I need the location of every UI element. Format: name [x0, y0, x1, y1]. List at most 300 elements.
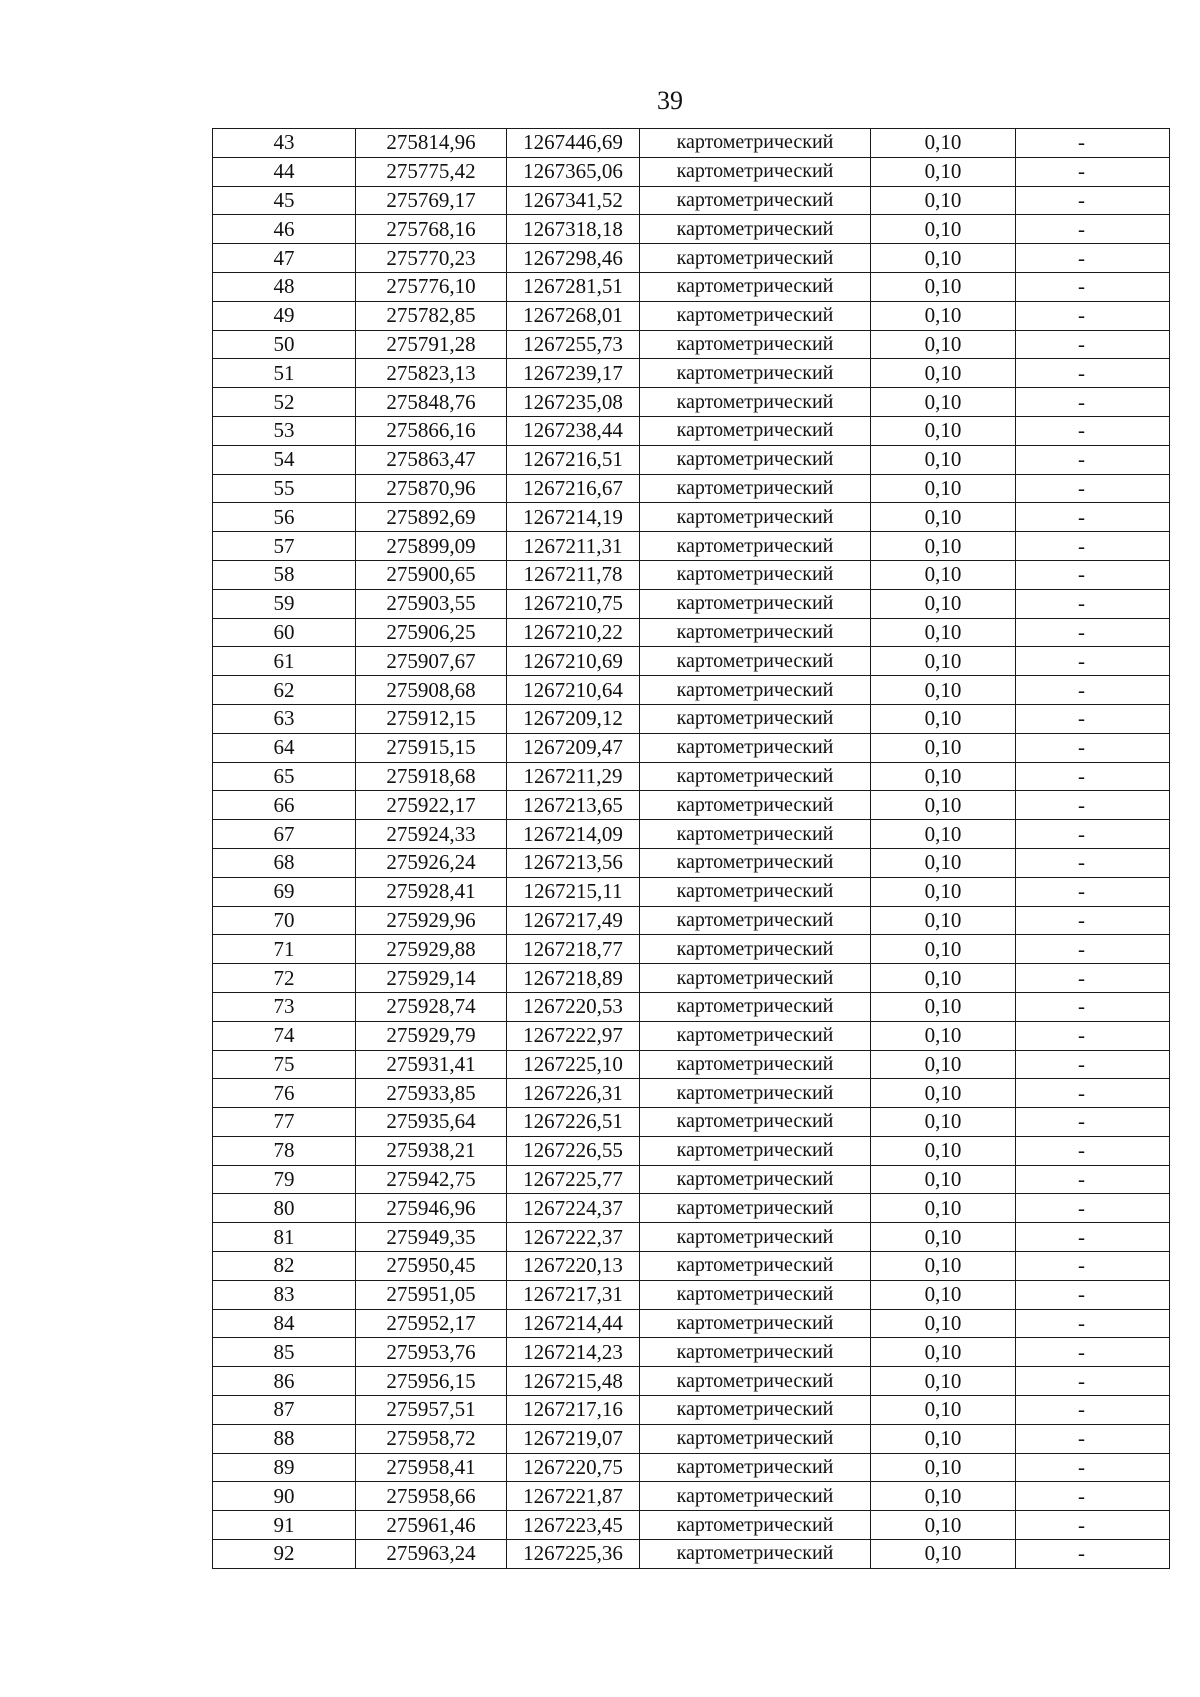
delta-cell: - — [1016, 186, 1170, 215]
point-number-cell: 88 — [213, 1424, 356, 1453]
table-row — [213, 791, 1170, 820]
delta-cell: - — [1016, 129, 1170, 158]
delta-cell: - — [1016, 647, 1170, 676]
method-cell: картометрический — [640, 906, 871, 935]
accuracy-cell: 0,10 — [871, 1338, 1016, 1367]
method-cell: картометрический — [640, 704, 871, 733]
accuracy-cell: 0,10 — [871, 157, 1016, 186]
table-row — [213, 964, 1170, 993]
accuracy-cell: 0,10 — [871, 1136, 1016, 1165]
x-coordinate-cell: 275958,41 — [356, 1453, 507, 1482]
method-cell: картометрический — [640, 1309, 871, 1338]
delta-cell: - — [1016, 935, 1170, 964]
y-coordinate-cell: 1267211,29 — [507, 762, 640, 791]
delta-cell: - — [1016, 1309, 1170, 1338]
x-coordinate-cell: 275952,17 — [356, 1309, 507, 1338]
method-cell: картометрический — [640, 820, 871, 849]
accuracy-cell: 0,10 — [871, 992, 1016, 1021]
x-coordinate-cell: 275912,15 — [356, 704, 507, 733]
point-number-cell: 46 — [213, 215, 356, 244]
method-cell: картометрический — [640, 532, 871, 561]
y-coordinate-cell: 1267235,08 — [507, 388, 640, 417]
method-cell: картометрический — [640, 1108, 871, 1137]
table-row — [213, 1108, 1170, 1137]
point-number-cell: 68 — [213, 848, 356, 877]
method-cell: картометрический — [640, 445, 871, 474]
table-row — [213, 1079, 1170, 1108]
page-number: 39 — [657, 86, 683, 115]
table-row — [213, 1338, 1170, 1367]
y-coordinate-cell: 1267214,09 — [507, 820, 640, 849]
method-cell: картометрический — [640, 388, 871, 417]
point-number-cell: 48 — [213, 272, 356, 301]
x-coordinate-cell: 275903,55 — [356, 589, 507, 618]
method-cell: картометрический — [640, 647, 871, 676]
table-row — [213, 589, 1170, 618]
delta-cell: - — [1016, 1280, 1170, 1309]
x-coordinate-cell: 275791,28 — [356, 330, 507, 359]
y-coordinate-cell: 1267213,56 — [507, 848, 640, 877]
y-coordinate-cell: 1267255,73 — [507, 330, 640, 359]
accuracy-cell: 0,10 — [871, 1223, 1016, 1252]
method-cell: картометрический — [640, 560, 871, 589]
y-coordinate-cell: 1267216,51 — [507, 445, 640, 474]
method-cell: картометрический — [640, 848, 871, 877]
accuracy-cell: 0,10 — [871, 964, 1016, 993]
point-number-cell: 86 — [213, 1367, 356, 1396]
method-cell: картометрический — [640, 1021, 871, 1050]
accuracy-cell: 0,10 — [871, 1194, 1016, 1223]
y-coordinate-cell: 1267209,12 — [507, 704, 640, 733]
point-number-cell: 83 — [213, 1280, 356, 1309]
point-number-cell: 45 — [213, 186, 356, 215]
table-row — [213, 906, 1170, 935]
delta-cell: - — [1016, 618, 1170, 647]
x-coordinate-cell: 275953,76 — [356, 1338, 507, 1367]
accuracy-cell: 0,10 — [871, 1079, 1016, 1108]
y-coordinate-cell: 1267215,11 — [507, 877, 640, 906]
y-coordinate-cell: 1267298,46 — [507, 244, 640, 273]
accuracy-cell: 0,10 — [871, 503, 1016, 532]
method-cell: картометрический — [640, 157, 871, 186]
table-row — [213, 992, 1170, 1021]
table-row — [213, 820, 1170, 849]
delta-cell: - — [1016, 1338, 1170, 1367]
table-row — [213, 359, 1170, 388]
y-coordinate-cell: 1267224,37 — [507, 1194, 640, 1223]
table-row — [213, 1050, 1170, 1079]
y-coordinate-cell: 1267225,77 — [507, 1165, 640, 1194]
table-row — [213, 445, 1170, 474]
x-coordinate-cell: 275823,13 — [356, 359, 507, 388]
accuracy-cell: 0,10 — [871, 791, 1016, 820]
method-cell: картометрический — [640, 474, 871, 503]
x-coordinate-cell: 275908,68 — [356, 676, 507, 705]
method-cell: картометрический — [640, 1223, 871, 1252]
point-number-cell: 49 — [213, 301, 356, 330]
x-coordinate-cell: 275961,46 — [356, 1511, 507, 1540]
delta-cell: - — [1016, 1194, 1170, 1223]
delta-cell: - — [1016, 1223, 1170, 1252]
delta-cell: - — [1016, 532, 1170, 561]
accuracy-cell: 0,10 — [871, 1252, 1016, 1281]
method-cell: картометрический — [640, 618, 871, 647]
method-cell: картометрический — [640, 733, 871, 762]
table-row — [213, 733, 1170, 762]
x-coordinate-cell: 275769,17 — [356, 186, 507, 215]
point-number-cell: 52 — [213, 388, 356, 417]
table-row — [213, 474, 1170, 503]
accuracy-cell: 0,10 — [871, 848, 1016, 877]
y-coordinate-cell: 1267220,13 — [507, 1252, 640, 1281]
accuracy-cell: 0,10 — [871, 388, 1016, 417]
x-coordinate-cell: 275906,25 — [356, 618, 507, 647]
y-coordinate-cell: 1267226,51 — [507, 1108, 640, 1137]
y-coordinate-cell: 1267217,31 — [507, 1280, 640, 1309]
point-number-cell: 44 — [213, 157, 356, 186]
delta-cell: - — [1016, 560, 1170, 589]
accuracy-cell: 0,10 — [871, 1108, 1016, 1137]
method-cell: картометрический — [640, 1540, 871, 1569]
point-number-cell: 61 — [213, 647, 356, 676]
table-row — [213, 1194, 1170, 1223]
point-number-cell: 65 — [213, 762, 356, 791]
table-row — [213, 1540, 1170, 1569]
method-cell: картометрический — [640, 1367, 871, 1396]
point-number-cell: 69 — [213, 877, 356, 906]
y-coordinate-cell: 1267268,01 — [507, 301, 640, 330]
method-cell: картометрический — [640, 1165, 871, 1194]
point-number-cell: 81 — [213, 1223, 356, 1252]
delta-cell: - — [1016, 1396, 1170, 1425]
y-coordinate-cell: 1267217,49 — [507, 906, 640, 935]
method-cell: картометрический — [640, 1050, 871, 1079]
x-coordinate-cell: 275775,42 — [356, 157, 507, 186]
table-row — [213, 1367, 1170, 1396]
x-coordinate-cell: 275956,15 — [356, 1367, 507, 1396]
delta-cell: - — [1016, 1079, 1170, 1108]
delta-cell: - — [1016, 1367, 1170, 1396]
y-coordinate-cell: 1267214,19 — [507, 503, 640, 532]
table-row — [213, 330, 1170, 359]
accuracy-cell: 0,10 — [871, 1540, 1016, 1569]
x-coordinate-cell: 275929,96 — [356, 906, 507, 935]
delta-cell: - — [1016, 1453, 1170, 1482]
y-coordinate-cell: 1267222,97 — [507, 1021, 640, 1050]
x-coordinate-cell: 275958,66 — [356, 1482, 507, 1511]
accuracy-cell: 0,10 — [871, 272, 1016, 301]
table-row — [213, 762, 1170, 791]
point-number-cell: 53 — [213, 416, 356, 445]
accuracy-cell: 0,10 — [871, 1050, 1016, 1079]
method-cell: картометрический — [640, 791, 871, 820]
accuracy-cell: 0,10 — [871, 1165, 1016, 1194]
y-coordinate-cell: 1267225,36 — [507, 1540, 640, 1569]
method-cell: картометрический — [640, 1453, 871, 1482]
accuracy-cell: 0,10 — [871, 1396, 1016, 1425]
method-cell: картометрический — [640, 1079, 871, 1108]
method-cell: картометрический — [640, 129, 871, 158]
point-number-cell: 75 — [213, 1050, 356, 1079]
method-cell: картометрический — [640, 215, 871, 244]
y-coordinate-cell: 1267220,53 — [507, 992, 640, 1021]
y-coordinate-cell: 1267209,47 — [507, 733, 640, 762]
point-number-cell: 89 — [213, 1453, 356, 1482]
y-coordinate-cell: 1267210,69 — [507, 647, 640, 676]
point-number-cell: 87 — [213, 1396, 356, 1425]
accuracy-cell: 0,10 — [871, 359, 1016, 388]
point-number-cell: 71 — [213, 935, 356, 964]
accuracy-cell: 0,10 — [871, 1309, 1016, 1338]
method-cell: картометрический — [640, 1136, 871, 1165]
point-number-cell: 47 — [213, 244, 356, 273]
method-cell: картометрический — [640, 272, 871, 301]
accuracy-cell: 0,10 — [871, 762, 1016, 791]
y-coordinate-cell: 1267213,65 — [507, 791, 640, 820]
delta-cell: - — [1016, 244, 1170, 273]
accuracy-cell: 0,10 — [871, 1511, 1016, 1540]
point-number-cell: 74 — [213, 1021, 356, 1050]
point-number-cell: 64 — [213, 733, 356, 762]
y-coordinate-cell: 1267220,75 — [507, 1453, 640, 1482]
accuracy-cell: 0,10 — [871, 474, 1016, 503]
method-cell: картометрический — [640, 589, 871, 618]
point-number-cell: 90 — [213, 1482, 356, 1511]
table-row — [213, 647, 1170, 676]
table-row — [213, 618, 1170, 647]
method-cell: картометрический — [640, 244, 871, 273]
y-coordinate-cell: 1267225,10 — [507, 1050, 640, 1079]
method-cell: картометрический — [640, 416, 871, 445]
delta-cell: - — [1016, 1165, 1170, 1194]
delta-cell: - — [1016, 330, 1170, 359]
x-coordinate-cell: 275922,17 — [356, 791, 507, 820]
table-row — [213, 1165, 1170, 1194]
x-coordinate-cell: 275938,21 — [356, 1136, 507, 1165]
method-cell: картометрический — [640, 877, 871, 906]
table-row — [213, 935, 1170, 964]
y-coordinate-cell: 1267341,52 — [507, 186, 640, 215]
y-coordinate-cell: 1267210,75 — [507, 589, 640, 618]
point-number-cell: 73 — [213, 992, 356, 1021]
accuracy-cell: 0,10 — [871, 186, 1016, 215]
delta-cell: - — [1016, 1482, 1170, 1511]
x-coordinate-cell: 275907,67 — [356, 647, 507, 676]
delta-cell: - — [1016, 992, 1170, 1021]
table-row — [213, 129, 1170, 158]
delta-cell: - — [1016, 1136, 1170, 1165]
delta-cell: - — [1016, 1424, 1170, 1453]
delta-cell: - — [1016, 704, 1170, 733]
point-number-cell: 62 — [213, 676, 356, 705]
delta-cell: - — [1016, 1108, 1170, 1137]
x-coordinate-cell: 275929,14 — [356, 964, 507, 993]
method-cell: картометрический — [640, 1396, 871, 1425]
point-number-cell: 58 — [213, 560, 356, 589]
delta-cell: - — [1016, 1252, 1170, 1281]
point-number-cell: 78 — [213, 1136, 356, 1165]
x-coordinate-cell: 275928,41 — [356, 877, 507, 906]
accuracy-cell: 0,10 — [871, 877, 1016, 906]
x-coordinate-cell: 275899,09 — [356, 532, 507, 561]
delta-cell: - — [1016, 589, 1170, 618]
point-number-cell: 60 — [213, 618, 356, 647]
x-coordinate-cell: 275892,69 — [356, 503, 507, 532]
x-coordinate-cell: 275957,51 — [356, 1396, 507, 1425]
y-coordinate-cell: 1267210,22 — [507, 618, 640, 647]
x-coordinate-cell: 275942,75 — [356, 1165, 507, 1194]
accuracy-cell: 0,10 — [871, 532, 1016, 561]
y-coordinate-cell: 1267210,64 — [507, 676, 640, 705]
method-cell: картометрический — [640, 359, 871, 388]
delta-cell: - — [1016, 503, 1170, 532]
y-coordinate-cell: 1267217,16 — [507, 1396, 640, 1425]
table-row — [213, 1136, 1170, 1165]
x-coordinate-cell: 275928,74 — [356, 992, 507, 1021]
table-row — [213, 704, 1170, 733]
accuracy-cell: 0,10 — [871, 215, 1016, 244]
table-row — [213, 1511, 1170, 1540]
table-row — [213, 848, 1170, 877]
y-coordinate-cell: 1267222,37 — [507, 1223, 640, 1252]
point-number-cell: 43 — [213, 129, 356, 158]
y-coordinate-cell: 1267365,06 — [507, 157, 640, 186]
y-coordinate-cell: 1267238,44 — [507, 416, 640, 445]
delta-cell: - — [1016, 676, 1170, 705]
delta-cell: - — [1016, 1511, 1170, 1540]
table-row — [213, 560, 1170, 589]
y-coordinate-cell: 1267219,07 — [507, 1424, 640, 1453]
table-row — [213, 676, 1170, 705]
accuracy-cell: 0,10 — [871, 129, 1016, 158]
x-coordinate-cell: 275963,24 — [356, 1540, 507, 1569]
delta-cell: - — [1016, 272, 1170, 301]
table-row — [213, 272, 1170, 301]
accuracy-cell: 0,10 — [871, 906, 1016, 935]
table-row — [213, 1309, 1170, 1338]
table-row — [213, 532, 1170, 561]
x-coordinate-cell: 275776,10 — [356, 272, 507, 301]
accuracy-cell: 0,10 — [871, 244, 1016, 273]
x-coordinate-cell: 275900,65 — [356, 560, 507, 589]
x-coordinate-cell: 275958,72 — [356, 1424, 507, 1453]
method-cell: картометрический — [640, 1482, 871, 1511]
point-number-cell: 76 — [213, 1079, 356, 1108]
accuracy-cell: 0,10 — [871, 820, 1016, 849]
coordinates-table — [212, 128, 1170, 1569]
y-coordinate-cell: 1267226,55 — [507, 1136, 640, 1165]
point-number-cell: 84 — [213, 1309, 356, 1338]
point-number-cell: 91 — [213, 1511, 356, 1540]
y-coordinate-cell: 1267214,23 — [507, 1338, 640, 1367]
point-number-cell: 67 — [213, 820, 356, 849]
accuracy-cell: 0,10 — [871, 301, 1016, 330]
delta-cell: - — [1016, 157, 1170, 186]
accuracy-cell: 0,10 — [871, 1424, 1016, 1453]
delta-cell: - — [1016, 733, 1170, 762]
x-coordinate-cell: 275848,76 — [356, 388, 507, 417]
method-cell: картометрический — [640, 1280, 871, 1309]
point-number-cell: 66 — [213, 791, 356, 820]
method-cell: картометрический — [640, 964, 871, 993]
delta-cell: - — [1016, 301, 1170, 330]
coordinates-table-body — [213, 129, 1170, 1569]
accuracy-cell: 0,10 — [871, 560, 1016, 589]
point-number-cell: 54 — [213, 445, 356, 474]
table-row — [213, 1280, 1170, 1309]
method-cell: картометрический — [640, 1252, 871, 1281]
accuracy-cell: 0,10 — [871, 416, 1016, 445]
x-coordinate-cell: 275768,16 — [356, 215, 507, 244]
table-row — [213, 301, 1170, 330]
accuracy-cell: 0,10 — [871, 330, 1016, 359]
table-row — [213, 877, 1170, 906]
point-number-cell: 79 — [213, 1165, 356, 1194]
method-cell: картометрический — [640, 1338, 871, 1367]
method-cell: картометрический — [640, 503, 871, 532]
delta-cell: - — [1016, 474, 1170, 503]
table-row — [213, 215, 1170, 244]
method-cell: картометрический — [640, 1424, 871, 1453]
table-row — [213, 388, 1170, 417]
delta-cell: - — [1016, 388, 1170, 417]
method-cell: картометрический — [640, 676, 871, 705]
y-coordinate-cell: 1267211,31 — [507, 532, 640, 561]
point-number-cell: 92 — [213, 1540, 356, 1569]
x-coordinate-cell: 275918,68 — [356, 762, 507, 791]
x-coordinate-cell: 275770,23 — [356, 244, 507, 273]
x-coordinate-cell: 275924,33 — [356, 820, 507, 849]
x-coordinate-cell: 275950,45 — [356, 1252, 507, 1281]
accuracy-cell: 0,10 — [871, 704, 1016, 733]
delta-cell: - — [1016, 215, 1170, 244]
x-coordinate-cell: 275929,79 — [356, 1021, 507, 1050]
delta-cell: - — [1016, 1050, 1170, 1079]
x-coordinate-cell: 275935,64 — [356, 1108, 507, 1137]
delta-cell: - — [1016, 445, 1170, 474]
delta-cell: - — [1016, 359, 1170, 388]
method-cell: картометрический — [640, 1511, 871, 1540]
table-row — [213, 1396, 1170, 1425]
x-coordinate-cell: 275814,96 — [356, 129, 507, 158]
y-coordinate-cell: 1267216,67 — [507, 474, 640, 503]
point-number-cell: 70 — [213, 906, 356, 935]
accuracy-cell: 0,10 — [871, 1482, 1016, 1511]
table-row — [213, 416, 1170, 445]
delta-cell: - — [1016, 762, 1170, 791]
table-row — [213, 1252, 1170, 1281]
x-coordinate-cell: 275866,16 — [356, 416, 507, 445]
y-coordinate-cell: 1267281,51 — [507, 272, 640, 301]
delta-cell: - — [1016, 1540, 1170, 1569]
table-row — [213, 244, 1170, 273]
x-coordinate-cell: 275946,96 — [356, 1194, 507, 1223]
y-coordinate-cell: 1267218,77 — [507, 935, 640, 964]
y-coordinate-cell: 1267239,17 — [507, 359, 640, 388]
method-cell: картометрический — [640, 301, 871, 330]
x-coordinate-cell: 275782,85 — [356, 301, 507, 330]
table-row — [213, 1424, 1170, 1453]
delta-cell: - — [1016, 1021, 1170, 1050]
x-coordinate-cell: 275870,96 — [356, 474, 507, 503]
delta-cell: - — [1016, 877, 1170, 906]
point-number-cell: 59 — [213, 589, 356, 618]
method-cell: картометрический — [640, 935, 871, 964]
accuracy-cell: 0,10 — [871, 1021, 1016, 1050]
delta-cell: - — [1016, 791, 1170, 820]
y-coordinate-cell: 1267214,44 — [507, 1309, 640, 1338]
method-cell: картометрический — [640, 762, 871, 791]
